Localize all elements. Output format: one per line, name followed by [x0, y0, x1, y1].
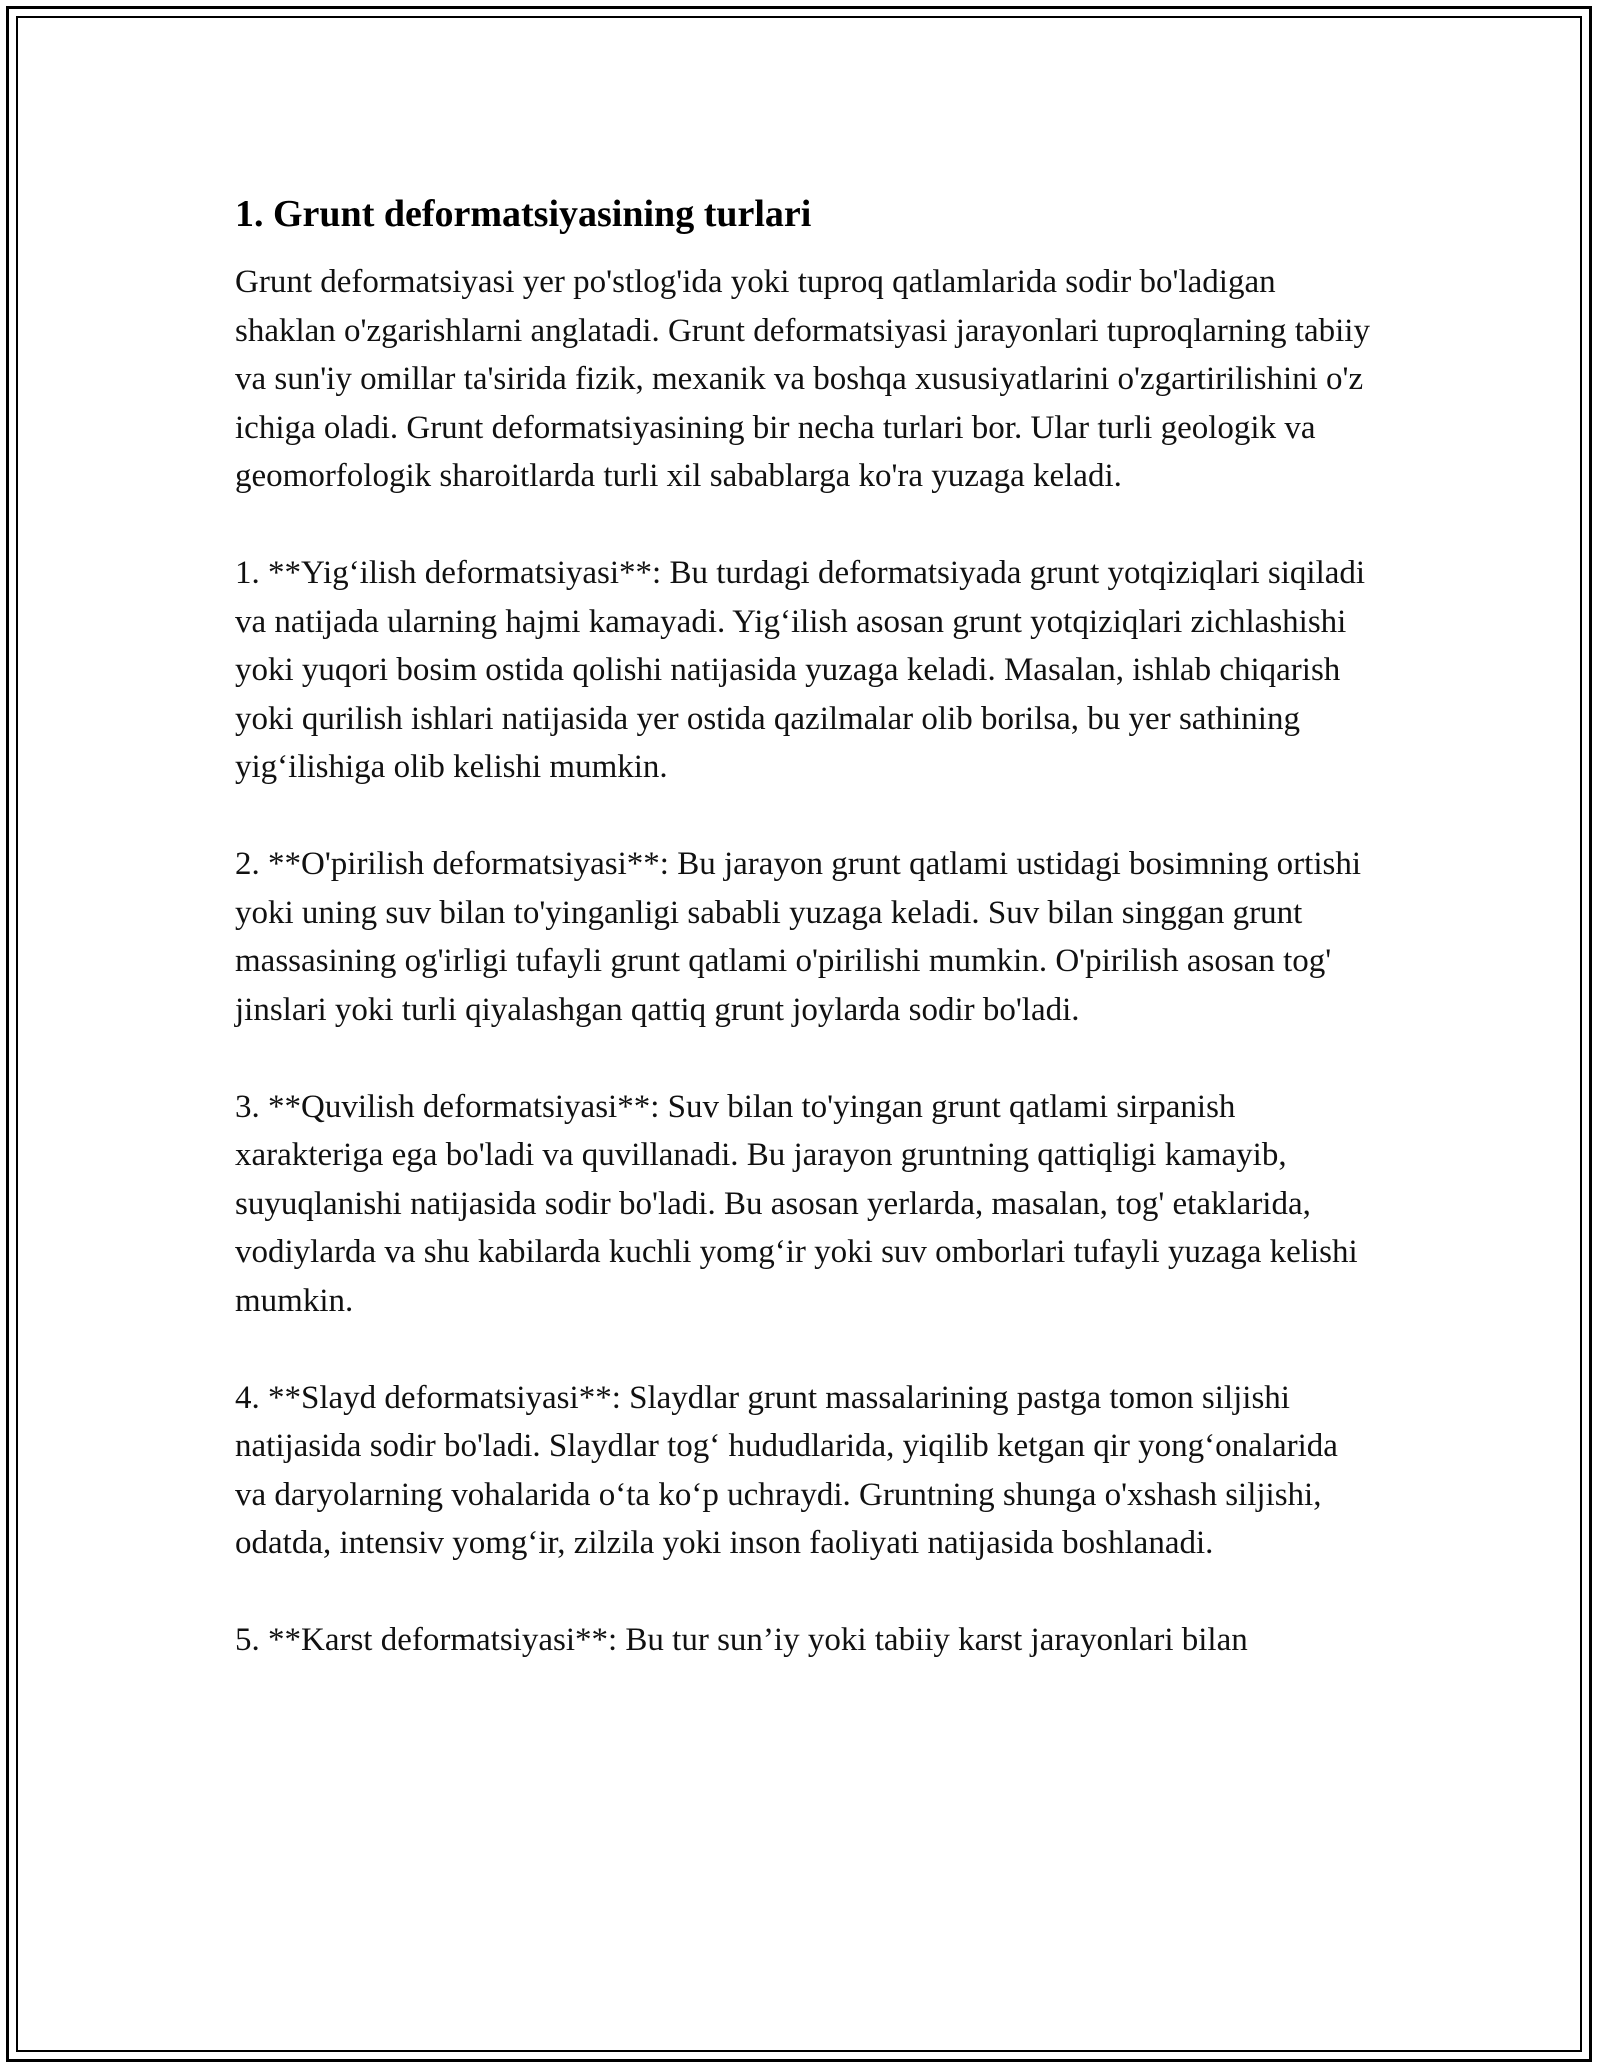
- list-item-4-paragraph: 4. **Slayd deformatsiyasi**: Slaydlar grunt massalarining pastga tomon siljishi natijasida sodir bo'ladi. Slaydlar tog‘ hududlarida, yiqilib ketgan qir yong‘onalarida va daryolarning vohalarida o‘ta ko‘p uchraydi. Gruntning shunga o'xshash siljishi, odatda, intensiv yomg‘ir, zilzila yoki inson faoliyati natijasida boshlanadi.: [235, 1379, 1338, 1561]
- list-item-5-paragraph: 5. **Karst deformatsiyasi**: Bu tur sun’iy yoki tabiiy karst jarayonlari bilan: [235, 1622, 1248, 1658]
- list-item-3-paragraph: 3. **Quvilish deformatsiyasi**: Suv bilan to'yingan grunt qatlami sirpanish xarakteriga ega bo'ladi va quvillanadi. Bu jarayon gruntning qattiqligi kamayib, suyuqlanishi natijasida sodir bo'ladi. Bu asosan yerlarda, masalan, tog' etaklarida, vodiylarda va shu kabilarda kuchli yomg‘ir yoki suv omborlari tufayli yuzaga kelishi mumkin.: [235, 1088, 1358, 1319]
- list-item-1-paragraph: 1. **Yig‘ilish deformatsiyasi**: Bu turdagi deformatsiyada grunt yotqiziqlari siqiladi va natijada ularning hajmi kamayadi. Yig‘ilish asosan grunt yotqiziqlari zichlashishi yoki yuqori bosim ostida qolishi natijasida yuzaga keladi. Masalan, ishlab chiqarish yoki qurilish ishlari natijasida yer ostida qazilmalar olib borilsa, bu yer sathining yig‘ilishiga olib kelishi mumkin.: [235, 555, 1366, 785]
- list-item-2-paragraph: 2. **O'pirilish deformatsiyasi**: Bu jarayon grunt qatlami ustidagi bosimning ortishi yoki uning suv bilan to'yinganligi sababli yuzaga keladi. Suv bilan singgan grunt massasining og'irligi tufayli grunt qatlami o'pirilishi mumkin. O'pirilish asosan tog' jinslari yoki turli qiyalashgan qattiq grunt joylarda sodir bo'ladi.: [235, 846, 1361, 1028]
- intro-paragraph: Grunt deformatsiyasi yer po'stlog'ida yoki tuproq qatlamlarida sodir bo'ladigan shaklan o'zgarishlarni anglatadi. Grunt deformatsiyasi jarayonlari tuproqlarning tabiiy va sun'iy omillar ta'sirida fizik, mexanik va boshqa xususiyatlarini o'zgartirilishini o'z ichiga oladi. Grunt deformatsiyasining bir necha turlari bor. Ular turli geologik va geomorfologik sharoitlarda turli xil sabablarga ko'ra yuzaga keladi.: [235, 264, 1370, 494]
- document-body: [235, 186, 1370, 1713]
- section-heading: 1. Grunt deformatsiyasining turlari: [235, 193, 812, 235]
